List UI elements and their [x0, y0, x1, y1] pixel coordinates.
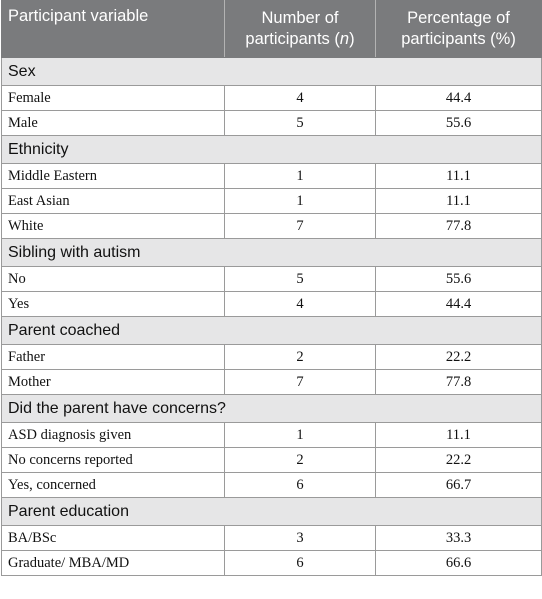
header-row	[2, 1, 542, 58]
row-percentage-cell: 55.6	[376, 111, 542, 136]
group-title: Sibling with autism	[2, 239, 542, 267]
row-count-cell: 7	[225, 214, 376, 239]
table-row	[2, 292, 542, 317]
header-col3-line1: Percentage of	[407, 9, 510, 27]
group-title: Parent education	[2, 498, 542, 526]
group-title: Did the parent have concerns?	[2, 395, 542, 423]
row-count-cell: 1	[225, 423, 376, 448]
row-label-cell: East Asian	[2, 189, 225, 214]
row-label-cell: White	[2, 214, 225, 239]
group-title: Sex	[2, 58, 542, 86]
group-header-row	[2, 58, 542, 86]
row-label-cell: Female	[2, 86, 225, 111]
row-count-cell: 3	[225, 526, 376, 551]
group-header-row	[2, 317, 542, 345]
table-row	[2, 111, 542, 136]
row-count-cell: 5	[225, 267, 376, 292]
group-header-row	[2, 498, 542, 526]
row-percentage-cell: 55.6	[376, 267, 542, 292]
row-percentage-cell: 11.1	[376, 164, 542, 189]
group-title: Ethnicity	[2, 136, 542, 164]
table-row	[2, 551, 542, 576]
row-percentage-cell: 77.8	[376, 370, 542, 395]
row-percentage-cell: 22.2	[376, 345, 542, 370]
header-col3-line2: participants (%)	[401, 30, 516, 48]
row-label-cell: Yes, concerned	[2, 473, 225, 498]
header-col2-line2: participants (	[245, 30, 340, 48]
row-label-cell: Middle Eastern	[2, 164, 225, 189]
group-header-row	[2, 239, 542, 267]
header-col1-text: Participant variable	[8, 7, 149, 25]
group-header-row	[2, 395, 542, 423]
table-row	[2, 473, 542, 498]
table-row	[2, 370, 542, 395]
table-row	[2, 267, 542, 292]
header-col2-n: n	[339, 30, 350, 48]
header-percentage-of-participants	[376, 1, 542, 58]
table-header	[2, 1, 542, 58]
row-count-cell: 7	[225, 370, 376, 395]
table-body	[2, 58, 542, 576]
table-row	[2, 214, 542, 239]
row-label-cell: No	[2, 267, 225, 292]
row-label-cell: Graduate/ MBA/MD	[2, 551, 225, 576]
row-count-cell: 6	[225, 551, 376, 576]
row-label-cell: Yes	[2, 292, 225, 317]
table-row	[2, 448, 542, 473]
group-title: Parent coached	[2, 317, 542, 345]
header-participant-variable	[2, 1, 225, 58]
row-count-cell: 5	[225, 111, 376, 136]
row-label-cell: BA/BSc	[2, 526, 225, 551]
header-col2-close: )	[349, 30, 355, 48]
row-percentage-cell: 11.1	[376, 423, 542, 448]
row-count-cell: 4	[225, 86, 376, 111]
row-label-cell: Mother	[2, 370, 225, 395]
row-percentage-cell: 44.4	[376, 86, 542, 111]
row-label-cell: No concerns reported	[2, 448, 225, 473]
table-row	[2, 189, 542, 214]
row-percentage-cell: 11.1	[376, 189, 542, 214]
row-label-cell: ASD diagnosis given	[2, 423, 225, 448]
row-count-cell: 2	[225, 345, 376, 370]
row-percentage-cell: 22.2	[376, 448, 542, 473]
row-count-cell: 1	[225, 164, 376, 189]
group-header-row	[2, 136, 542, 164]
table-row	[2, 86, 542, 111]
row-percentage-cell: 33.3	[376, 526, 542, 551]
row-count-cell: 2	[225, 448, 376, 473]
row-percentage-cell: 66.7	[376, 473, 542, 498]
row-count-cell: 6	[225, 473, 376, 498]
table-row	[2, 423, 542, 448]
table-row	[2, 164, 542, 189]
row-label-cell: Father	[2, 345, 225, 370]
row-count-cell: 4	[225, 292, 376, 317]
row-percentage-cell: 44.4	[376, 292, 542, 317]
header-number-of-participants	[225, 1, 376, 58]
header-col2-line1: Number of	[261, 9, 339, 27]
table-row	[2, 345, 542, 370]
row-percentage-cell: 66.6	[376, 551, 542, 576]
row-percentage-cell: 77.8	[376, 214, 542, 239]
row-count-cell: 1	[225, 189, 376, 214]
row-label-cell: Male	[2, 111, 225, 136]
table-row	[2, 526, 542, 551]
participant-table	[1, 0, 542, 576]
